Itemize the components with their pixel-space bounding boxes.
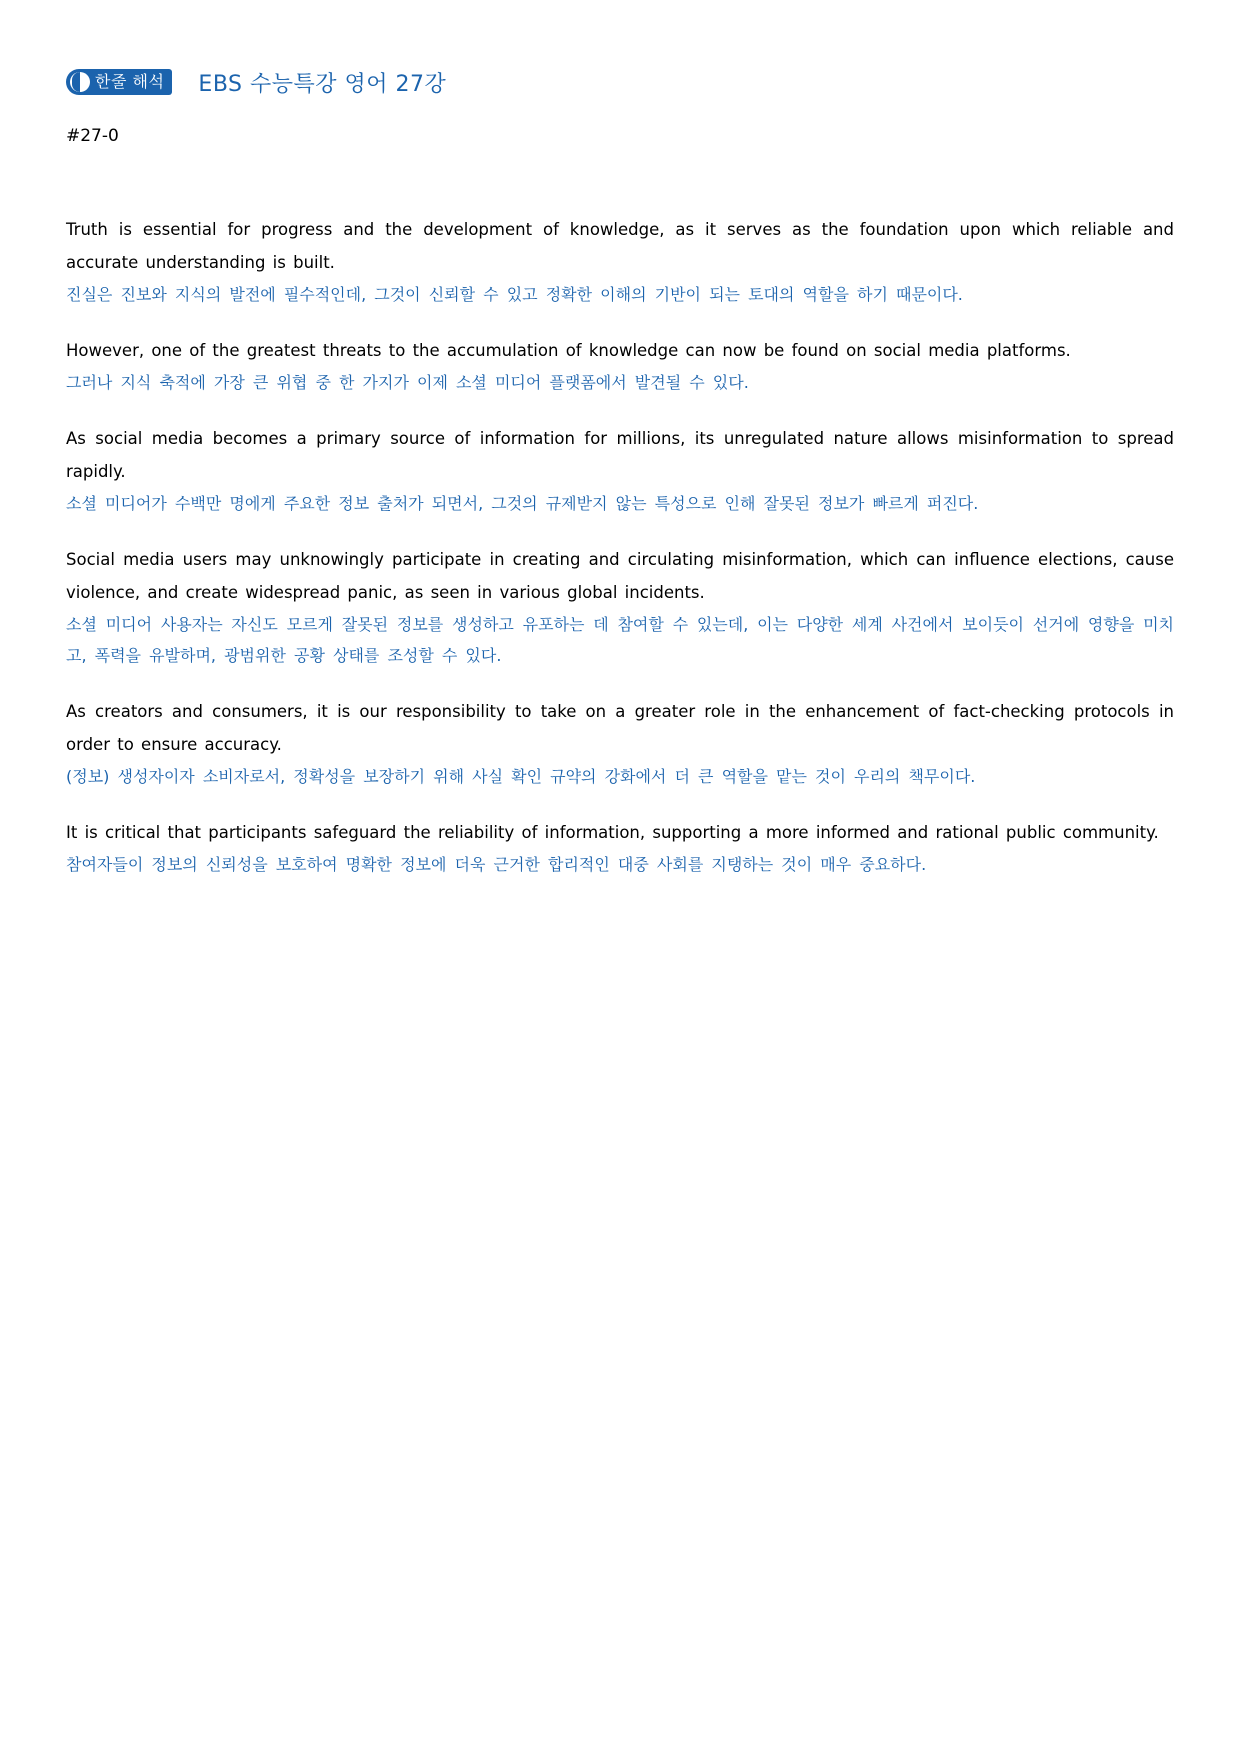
korean-translation: 그러나 지식 축적에 가장 큰 위협 중 한 가지가 이제 소셜 미디어 플랫폼에서 발견될 수 있다.	[66, 373, 749, 392]
korean-translation: (정보) 생성자이자 소비자로서, 정확성을 보장하기 위해 사실 확인 규약의 강화에서 더 큰 역할을 맡는 것이 우리의 책무이다.	[66, 767, 976, 786]
korean-translation: 소셜 미디어 사용자는 자신도 모르게 잘못된 정보를 생성하고 유포하는 데 참여할 수 있는데, 이는 다양한 세계 사건에서 보이듯이 선거에 영향을 미치고, 폭력을 유발하며, 광범위한 공황 상태를 조성할 수 있다.	[66, 615, 1174, 665]
sentence-list	[66, 213, 1174, 904]
badge-label: 한줄 해석	[95, 72, 165, 91]
page-header	[66, 66, 446, 98]
sentence-pair	[66, 422, 1174, 519]
english-sentence: As social media becomes a primary source of information for millions, its unregulated nature allows misinformation to spread rapidly.	[66, 429, 1174, 481]
section-badge	[66, 69, 172, 95]
half-circle-icon	[70, 72, 90, 92]
english-sentence: However, one of the greatest threats to the accumulation of knowledge can now be found on social media platforms.	[66, 341, 1071, 360]
sentence-pair	[66, 816, 1174, 880]
sentence-pair	[66, 543, 1174, 671]
english-sentence: As creators and consumers, it is our responsibility to take on a greater role in the enhancement of fact-checking protocols in order to ensure accuracy.	[66, 702, 1174, 754]
korean-translation: 참여자들이 정보의 신뢰성을 보호하여 명확한 정보에 더욱 근거한 합리적인 대중 사회를 지탱하는 것이 매우 중요하다.	[66, 855, 927, 874]
korean-translation: 소셜 미디어가 수백만 명에게 주요한 정보 출처가 되면서, 그것의 규제받지 않는 특성으로 인해 잘못된 정보가 빠르게 퍼진다.	[66, 494, 979, 513]
sentence-pair	[66, 695, 1174, 792]
korean-translation: 진실은 진보와 지식의 발전에 필수적인데, 그것이 신뢰할 수 있고 정확한 이해의 기반이 되는 토대의 역할을 하기 때문이다.	[66, 285, 963, 304]
english-sentence: Truth is essential for progress and the development of knowledge, as it serves as the foundation upon which reliable and accurate understanding is built.	[66, 220, 1174, 272]
english-sentence: Social media users may unknowingly participate in creating and circulating misinformation, which can influence elections, cause violence, and create widespread panic, as seen in various global incidents.	[66, 550, 1174, 602]
passage-reference: #27-0	[66, 126, 119, 146]
english-sentence: It is critical that participants safeguard the reliability of information, supporting a more informed and rational public community.	[66, 823, 1159, 842]
sentence-pair	[66, 334, 1174, 398]
sentence-pair	[66, 213, 1174, 310]
page-title: EBS 수능특강 영어 27강	[198, 71, 447, 97]
